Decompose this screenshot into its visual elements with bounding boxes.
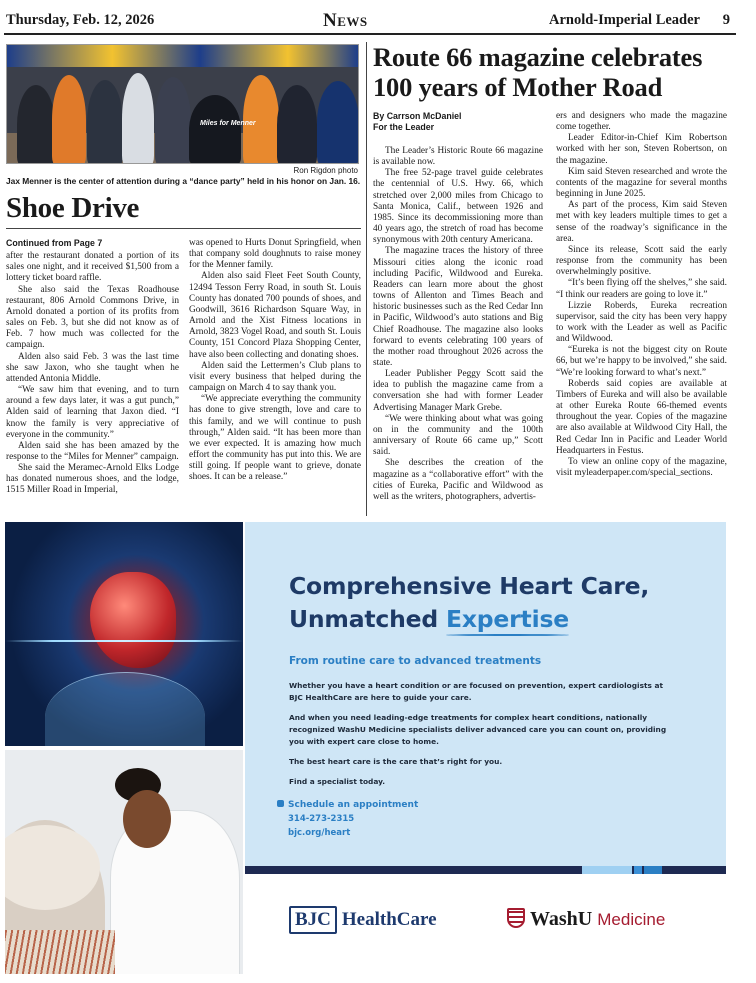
continued-kicker: Continued from Page 7 <box>6 238 103 248</box>
photo-credit: Ron Rigdon photo <box>293 166 358 175</box>
paragraph: Leader Publisher Peggy Scott said the idea to publish the magazine came from a conversation she had with former Leader Advertising Manager Mark Grebe. <box>373 369 543 413</box>
route66-column-1 <box>373 146 543 503</box>
column-divider <box>366 42 367 516</box>
ad-title-line-1: Comprehensive Heart Care, <box>289 572 650 600</box>
paragraph: She also said the Texas Roadhouse restaurant, 806 Arnold Commons Drive, in Arnold donated a portion of its profits from sales on Feb. 3, but she did not know as of Feb. 7 how much was collected for the campaign. <box>6 284 179 351</box>
paragraph: Lizzie Roberds, Eureka recreation supervisor, said the city has been very happy to work with the Leader as well as Pacific and Wildwood. <box>556 300 727 345</box>
bjc-logo-box: BJC <box>289 906 337 934</box>
stripe-accent <box>634 866 642 874</box>
paragraph: Alden also said Fleet Feet South County, 12494 Tesson Ferry Road, in south St. Louis County has donated 700 pounds of shoes, and Goodwill, 3616 Richardson Square Way, in Arnold and the Xist Fitness locations in Arnold, 3823 Vogel Road, and south St. Louis County, 151 Concord Plaza Shopping Center, have also been collecting and donating shoes. <box>189 271 361 360</box>
paragraph: The free 52-page travel guide celebrates the centennial of U.S. Hwy. 66, which stretched over 2,000 miles from Chicago to Santa Monica, Calif., between 1926 and 1985. Since its decommissioning more than 40 years ago, the stretch of road has become synonymous with 20th century Americana. <box>373 168 543 246</box>
news-photo <box>6 44 359 164</box>
hand-graphic <box>45 672 205 746</box>
heart-illustration <box>5 522 243 746</box>
ad-body <box>289 680 669 796</box>
shoe-drive-column-1 <box>6 238 179 497</box>
paragraph: The magazine traces the history of three Missouri cities along the iconic road including Pacific, Wildwood and Eureka. Readers can learn more about the ghost towns of Allenton and Times Beach and historic businesses such as the Red Cedar Inn in Pacific, Wildwood’s auto stations and Big Chief Roadhouse. The magazine also looks forward to events celebrating 100 years of the mother road throughout 2026 across the state. <box>373 246 543 368</box>
page-number: 9 <box>722 12 730 28</box>
page-header <box>6 10 730 34</box>
photo-caption: Jax Menner is the center of attention during a “dance party” held in his honor on Jan. 16. <box>6 176 361 186</box>
paragraph: The Leader’s Historic Route 66 magazine is available now. <box>373 146 543 168</box>
paragraph: She describes the creation of the magazine as a “collaborative effort” with the cities of Eureka, Pacific and Wildwood as well as the writers, photographers, advertis- <box>373 458 543 502</box>
stripe-accent <box>582 866 632 874</box>
route66-headline: Route 66 magazine celebrates 100 years of Mother Road <box>373 42 703 102</box>
cta-url[interactable]: bjc.org/heart <box>288 828 351 838</box>
bjc-logo-text: HealthCare <box>341 909 437 930</box>
shoe-drive-headline: Shoe Drive <box>6 192 140 224</box>
crowd-person <box>17 85 55 164</box>
ad-body-paragraph: The best heart care is the care that’s right for you. <box>289 757 503 766</box>
paragraph: was opened to Hurts Donut Springfield, when that company sold doughnuts to raise money for the Menner family. <box>189 238 361 271</box>
crowd-person <box>155 77 191 164</box>
heart-care-advertisement <box>5 522 726 974</box>
route66-column-2 <box>556 111 727 479</box>
newspaper-name: Arnold-Imperial Leader <box>548 12 700 28</box>
ad-body-paragraph: Find a specialist today. <box>289 777 386 786</box>
stripe-accent <box>644 866 662 874</box>
crowd-person <box>317 81 359 164</box>
paragraph: after the restaurant donated a portion of its sales one night, and it received $1,500 from a lottery ticket board raffle. <box>6 251 179 284</box>
ad-body-paragraph: Whether you have a heart condition or are focused on prevention, expert cardiologists at BJC HealthCare are here to guide your care. <box>289 681 663 702</box>
ad-title <box>289 570 709 636</box>
headline-rule <box>6 228 361 229</box>
paragraph: “We were thinking about what was going on in the community and the 100th anniversary of Route 66 came up,” Scott said. <box>373 413 543 458</box>
calendar-icon <box>277 800 284 807</box>
patient-shirt <box>5 930 115 974</box>
cta-label: Schedule an appointment <box>288 800 419 810</box>
appointment-cta[interactable] <box>277 798 418 840</box>
washu-crest-icon <box>507 908 525 928</box>
doctor-face <box>123 790 171 848</box>
paragraph: Since its release, Scott said the early response from the community has been overwhelmingly positive. <box>556 244 727 278</box>
byline-affiliation: For the Leader <box>373 122 435 132</box>
heartbeat-line <box>5 640 243 642</box>
ad-stripe <box>245 866 726 874</box>
jax-menner <box>189 95 241 164</box>
ad-subtitle: From routine care to advanced treatments <box>289 655 542 667</box>
ad-title-line-2: Unmatched <box>289 605 446 633</box>
heart-icon <box>90 572 176 668</box>
ad-text-panel <box>245 522 726 866</box>
ad-body-paragraph: And when you need leading-edge treatments for complex heart conditions, nationally recognized WashU Medicine specialists deliver advanced care you can count on, providing you with expert care close to home. <box>289 713 667 746</box>
crowd-person <box>52 75 86 164</box>
paragraph: Alden said the Lettermen’s Club plans to visit every business that helped during the campaign on March 4 to say thank you. <box>189 360 361 394</box>
paragraph: “We saw him that evening, and to turn around a few days later, it was a gut punch,” Alden said of learning that Jaxon died. “I know the family is very appreciative of everyone in the community.” <box>6 385 179 440</box>
doctor-patient-photo <box>5 750 243 974</box>
crowd-person <box>87 80 123 164</box>
issue-date: Thursday, Feb. 12, 2026 <box>6 12 155 28</box>
shirt-slogan: Miles for Menner <box>200 120 256 127</box>
paragraph: She said the Meramec-Arnold Elks Lodge has donated numerous shoes, and the lodge, 1515 Miller Road in Imperial, <box>6 463 179 496</box>
paragraph: “It’s been flying off the shelves,” she said. “I think our readers are going to love it.” <box>556 278 727 300</box>
ad-title-accent: Expertise <box>446 605 569 633</box>
paragraph: ers and designers who made the magazine come together. <box>556 111 727 133</box>
shoe-drive-column-2 <box>189 238 361 483</box>
byline <box>373 111 461 133</box>
washu-logo-medicine: Medicine <box>597 910 666 929</box>
crowd-person <box>122 73 154 164</box>
gym-banner <box>7 45 358 67</box>
paragraph: Alden said she has been amazed by the response to the “Miles for Menner” campaign. <box>6 440 179 462</box>
byline-author: By Carrson McDaniel <box>373 111 462 121</box>
washu-medicine-logo <box>507 908 665 931</box>
paragraph: “Eureka is not the biggest city on Route 66, but we’re happy to be involved,” she said. “We’re looking forward to what’s next.” <box>556 345 727 378</box>
washu-logo-text: WashU <box>530 908 593 930</box>
section-name: News <box>323 10 368 31</box>
header-rule <box>4 33 736 35</box>
paragraph: Kim said Steven researched and wrote the contents of the magazine for several months beginning in June 2025. <box>556 166 727 200</box>
ad-logos <box>245 874 726 974</box>
paragraph: As part of the process, Kim said Steven met with key leaders multiple times to get a sense of the roadway’s significance in the area. <box>556 200 727 244</box>
paragraph: Alden also said Feb. 3 was the last time she saw Jaxon, who she taught when he attended Antonia Middle. <box>6 351 179 384</box>
crowd-person <box>277 85 317 164</box>
cta-phone[interactable]: 314-273-2315 <box>288 814 355 824</box>
paragraph: Leader Editor-in-Chief Kim Robertson worked with her son, Steven Robertson, on the magazine. <box>556 133 727 166</box>
bjc-healthcare-logo <box>289 906 437 934</box>
paragraph: Roberds said copies are available at Timbers of Eureka and will also be available at other Eureka Route 66-themed events throughout the year. Copies of the magazine are also available at Wildwood City Hall, the Red Cedar Inn in Pacific and Leader World Headquarters in Festus. <box>556 378 727 456</box>
paragraph: “We appreciate everything the community has done to give strength, love and care to this family, and we will continue to push through,” Alden said. “It has been more than we ever expected. It is amazing how much effort the community has put into this. We are still going. If people want to grieve, donate shoes. It can be a release.” <box>189 394 361 483</box>
paragraph: To view an online copy of the magazine, visit myleaderpaper.com/special_sections. <box>556 456 727 478</box>
